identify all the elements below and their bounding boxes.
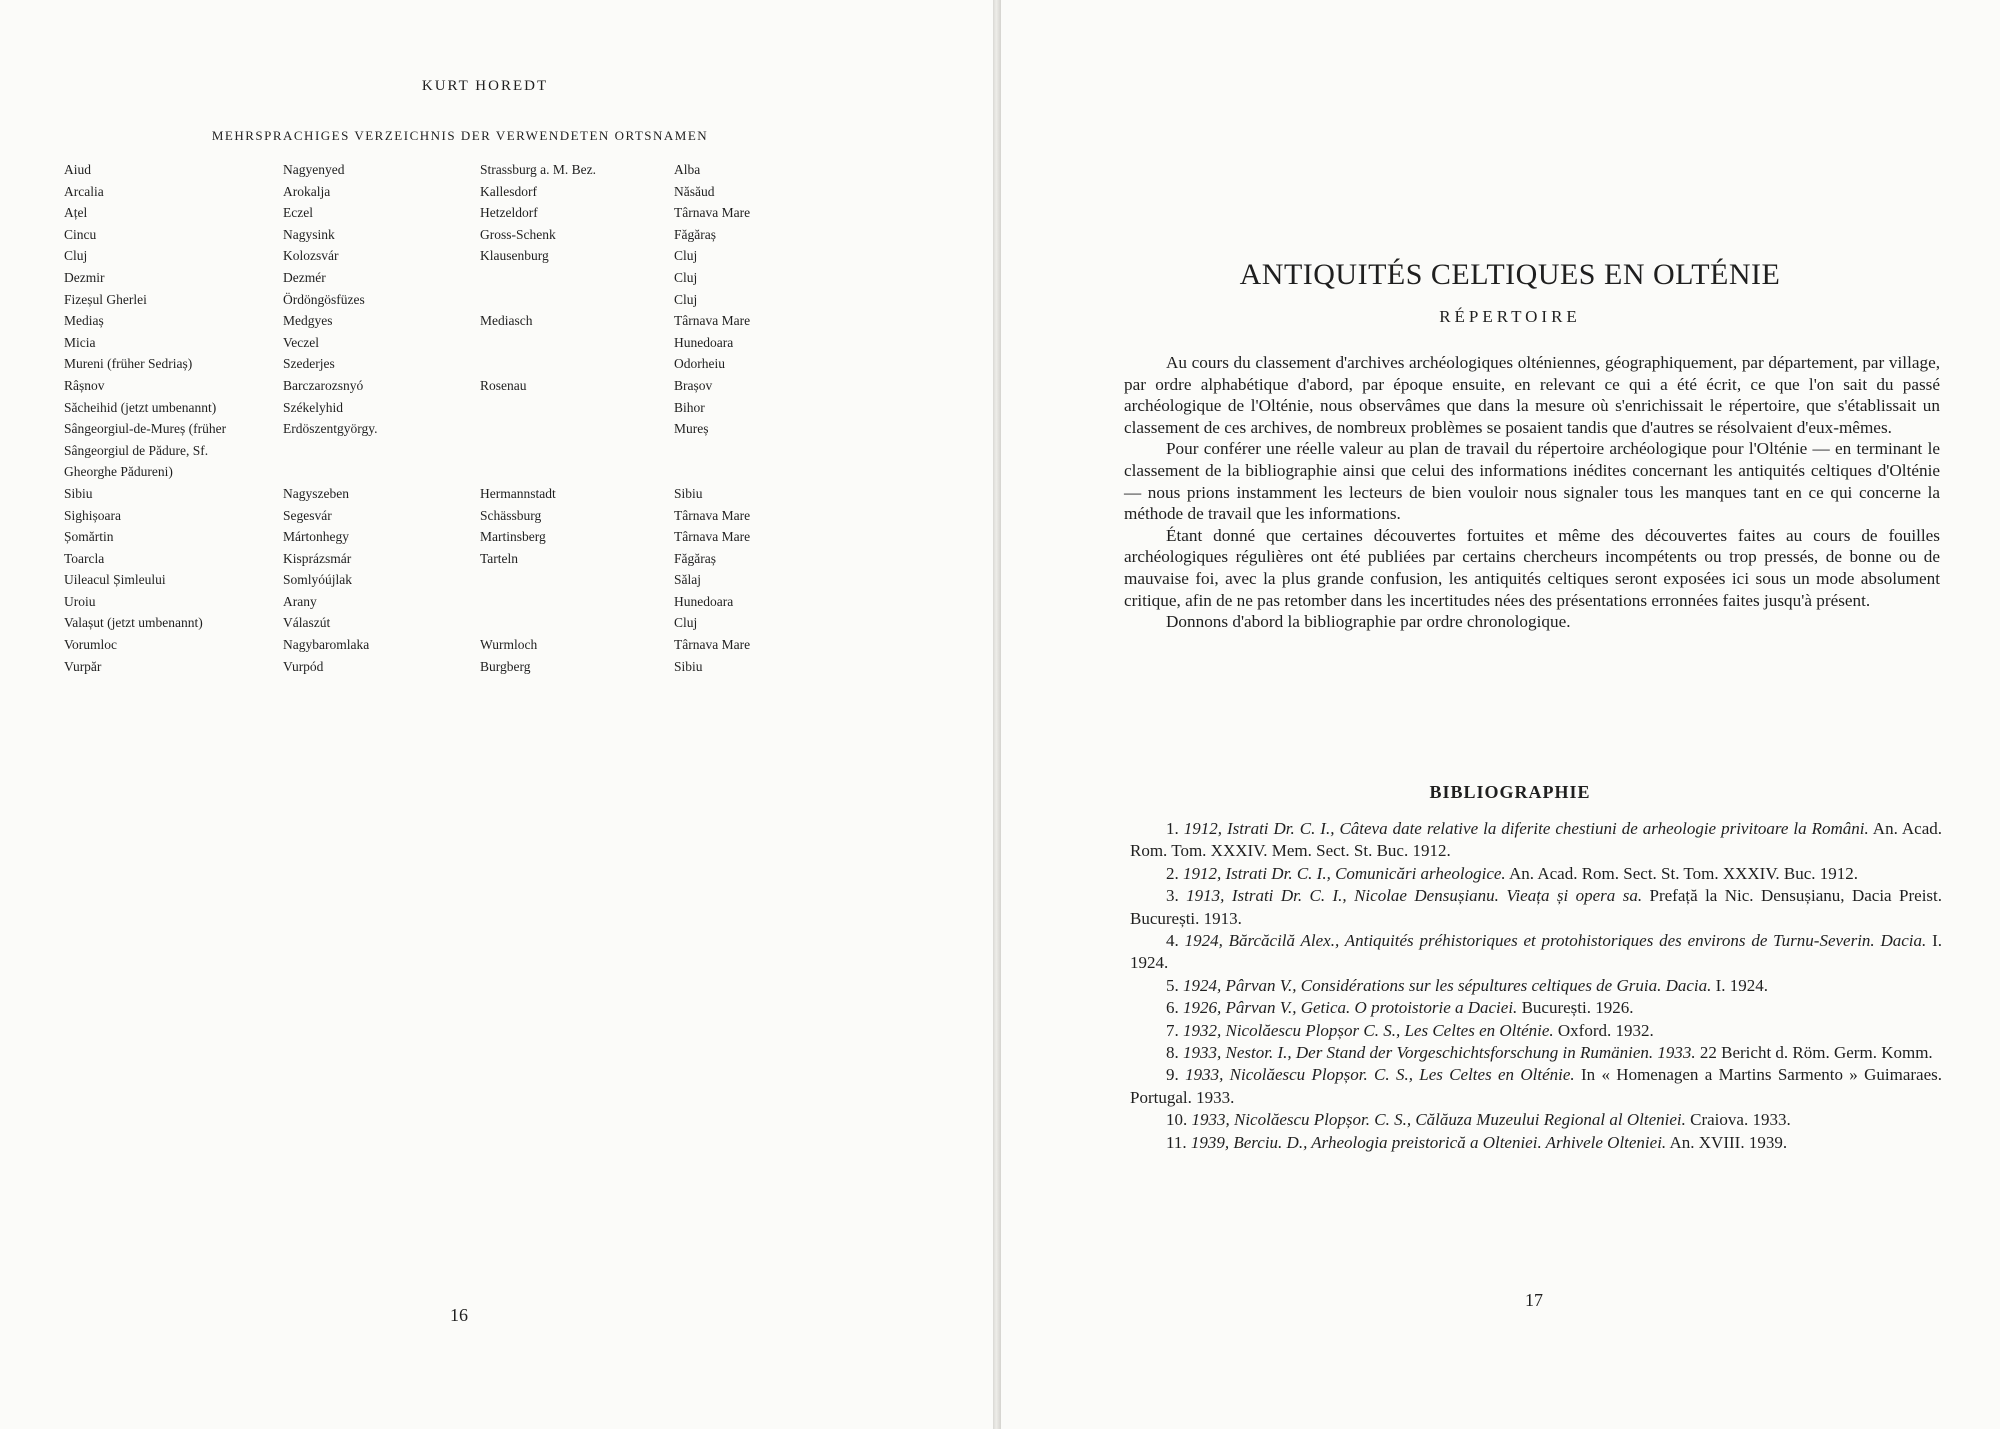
german-name: Hetzeldorf (480, 205, 538, 221)
page-number-left: 16 (450, 1305, 468, 1325)
county-name: Târnava Mare (674, 529, 751, 545)
hungarian-name: Barczarozsnyó (283, 377, 364, 393)
romanian-name: Sângeorgiul-de-Mureș (früher (64, 421, 227, 437)
county-name: Sălaj (674, 572, 701, 588)
article-title: ANTIQUITÉS CELTIQUES EN OLTÉNIE (1239, 258, 1781, 291)
county-name: Cluj (674, 269, 698, 285)
bibliography-entry (1130, 975, 1942, 997)
entry-number: 6. (1166, 998, 1183, 1018)
romanian-name: Dezmir (64, 269, 105, 285)
intro-paragraph: Pour conférer une réelle valeur au plan de travail du répertoire archéologique pour l'Olténie — en terminant le classement de la bibliographie ainsi que celui des informations inédites concernant les antiquités celtiques d'Olténie — nous prions instamment les lecteurs de bien vouloir nous signaler tous les manques tant en ce qui concerne la méthode de travail que les informations. (1124, 439, 1940, 524)
county-name: Cluj (674, 291, 698, 307)
hungarian-name: Székelyhid (283, 399, 343, 415)
hungarian-name: Ördöngösfüzes (283, 291, 365, 307)
book-gutter (993, 0, 1001, 1429)
romanian-name: Mureni (früher Sedriaș) (64, 356, 193, 372)
entry-number: 4. (1166, 931, 1185, 951)
intro-text (1124, 352, 1940, 633)
bibliography-entry (1130, 1109, 1942, 1131)
german-name: Mediasch (480, 313, 533, 329)
county-name: Sibiu (674, 658, 703, 674)
german-name: Burgberg (480, 658, 531, 674)
hungarian-name: Nagyenyed (283, 162, 345, 177)
hungarian-name: Mártonhegy (283, 529, 349, 545)
bibliography-entry (1130, 1132, 1942, 1154)
entry-citation: 1932, Nicolăescu Plopșor C. S., Les Celtes en Olténie. (1183, 1020, 1554, 1040)
romanian-name: Micia (64, 334, 96, 350)
hungarian-name: Kolozsvár (283, 248, 339, 264)
entry-citation: 1933, Nicolăescu Plopșor. C. S., Călăuza Muzeului Regional al Olteniei. (1191, 1110, 1686, 1130)
romanian-name: Valașut (jetzt umbenannt) (64, 615, 203, 631)
romanian-name: Sibiu (64, 485, 93, 501)
romanian-name: Șomărtin (64, 529, 114, 545)
county-name: Târnava Mare (674, 507, 751, 523)
bibliography-entry (1130, 997, 1942, 1019)
romanian-name: Aiud (64, 162, 91, 177)
hungarian-name: Válaszút (283, 615, 331, 631)
entry-number: 7. (1166, 1020, 1183, 1040)
intro-paragraph: Donnons d'abord la bibliographie par ordre chronologique. (1166, 612, 1571, 632)
hungarian-name: Vurpód (283, 658, 324, 674)
entry-citation: 1912, Istrati Dr. C. I., Comunicări arheologice. (1183, 863, 1506, 883)
entry-citation: 1913, Istrati Dr. C. I., Nicolae Densușianu. Vieața și opera sa. (1186, 886, 1643, 906)
county-name: Făgăraș (674, 226, 716, 242)
german-name: Kallesdorf (480, 183, 537, 199)
county-name: Făgăraș (674, 550, 716, 566)
left-page (0, 0, 993, 1429)
entry-publication: 22 Bericht d. Röm. Germ. Komm. (1695, 1043, 1933, 1063)
romanian-name: Uileacul Șimleului (64, 572, 166, 588)
county-name: Cluj (674, 248, 698, 264)
entry-publication: Craiova. 1933. (1685, 1110, 1791, 1130)
entry-number: 9. (1166, 1065, 1186, 1085)
bibliography-entry (1130, 863, 1942, 885)
bibliography-entry (1130, 1020, 1942, 1042)
german-name: Klausenburg (480, 248, 549, 264)
article-subtitle: RÉPERTOIRE (1439, 307, 1581, 326)
romanian-name: Uroiu (64, 593, 96, 609)
entry-number: 11. (1166, 1132, 1191, 1152)
romanian-name: Cluj (64, 248, 88, 264)
county-name: Alba (674, 162, 701, 177)
bibliography-heading: BIBLIOGRAPHIE (1429, 782, 1591, 802)
hungarian-name: Szederjes (283, 356, 335, 372)
entry-publication: Prefață la Nic. Densușianu, Dacia Preist. București. 1913. (1130, 886, 1943, 928)
county-name: Târnava Mare (674, 637, 751, 653)
right-page (1001, 0, 2000, 1429)
bibliography-entry (1130, 1042, 1942, 1064)
bibliography-entry (1130, 1064, 1942, 1109)
german-name: Hermannstadt (480, 485, 556, 501)
entry-publication: București. 1926. (1517, 998, 1634, 1018)
entry-publication: I. 1924. (1130, 931, 1943, 973)
romanian-name: Vurpăr (64, 658, 102, 674)
romanian-name: Cincu (64, 226, 97, 242)
bibliography-entry (1130, 818, 1942, 863)
place-name-list-title: MEHRSPRACHIGES VERZEICHNIS DER VERWENDETEN ORTSNAMEN (211, 128, 709, 143)
romanian-name: Săcheihid (jetzt umbenannt) (64, 399, 217, 415)
running-head: KURT HOREDT (421, 78, 549, 94)
german-name: Schässburg (480, 507, 542, 523)
county-name: Mureș (674, 421, 709, 437)
county-name: Târnava Mare (674, 313, 751, 329)
entry-citation: 1926, Pârvan V., Getica. O protoistorie a Daciei. (1183, 998, 1518, 1018)
entry-citation: 1933, Nicolăescu Plopșor. C. S., Les Celtes en Olténie. (1185, 1065, 1575, 1085)
entry-publication: In « Homenagen a Martins Sarmento » Guimaraes. Portugal. 1933. (1130, 1065, 1942, 1107)
bibliography-list (1130, 818, 1942, 1154)
hungarian-name: Somlyóújlak (283, 572, 353, 588)
german-name: Martinsberg (480, 529, 546, 545)
entry-citation: 1939, Berciu. D., Arheologia preistorică a Olteniei. Arhivele Olteniei. (1190, 1132, 1667, 1152)
entry-publication: Oxford. 1932. (1553, 1020, 1654, 1040)
page-number-right: 17 (1525, 1290, 1543, 1310)
county-name: Hunedoara (674, 593, 734, 609)
county-name: Năsăud (674, 183, 715, 199)
county-name: Brașov (674, 377, 713, 393)
romanian-name: Sighișoara (64, 507, 121, 523)
entry-number: 3. (1166, 886, 1187, 906)
bibliography-entry (1130, 885, 1942, 930)
county-name: Sibiu (674, 485, 703, 501)
romanian-name: Gheorghe Pădureni) (64, 464, 173, 480)
entry-publication: An. XVIII. 1939. (1666, 1132, 1788, 1152)
entry-number: 1. (1166, 819, 1184, 838)
entry-citation: 1924, Bărcăcilă Alex., Antiquités préhistoriques et protohistoriques des environs de Turnu-Severin. Dacia. (1184, 931, 1927, 951)
hungarian-name: Nagyszeben (283, 485, 349, 501)
romanian-name: Mediaș (64, 313, 104, 329)
german-name: Tarteln (480, 550, 519, 566)
romanian-name: Sângeorgiul de Pădure, Sf. (64, 442, 209, 458)
hungarian-name: Dezmér (283, 269, 326, 285)
romanian-name: Toarcla (64, 550, 105, 566)
romanian-name: Vorumloc (64, 637, 117, 653)
entry-number: 8. (1166, 1043, 1183, 1063)
entry-number: 10. (1166, 1110, 1192, 1130)
intro-paragraph: Au cours du classement d'archives archéologiques olténiennes, géographiquement, par département, par village, par ordre alphabétique d'abord, par époque ensuite, en relevant ce qui a été écrit, ce que l'on sait du passé archéologique de l'Olténie, nous observâmes que dans la mesure où s'enrichissait le répertoire, que s'établissait un classement de ces archives, de nombreux problèmes se posaient tandis que d'autres se résolvaient d'eux-mêmes. (1124, 353, 1940, 437)
bibliography-entry (1130, 930, 1942, 975)
entry-publication: I. 1924. (1711, 975, 1769, 995)
hungarian-name: Arokalja (283, 183, 331, 199)
romanian-name: Arcalia (64, 183, 104, 199)
hungarian-name: Medgyes (283, 313, 333, 329)
hungarian-name: Arany (283, 593, 317, 609)
german-name: Strassburg a. M. Bez. (480, 162, 596, 177)
hungarian-name: Veczel (283, 334, 319, 350)
entry-citation: 1912, Istrati Dr. C. I., Câteva date relative la diferite chestiuni de arheologie privitoare la Români. (1183, 819, 1869, 838)
entry-number: 2. (1166, 863, 1183, 883)
romanian-name: Fizeșul Gherlei (64, 291, 147, 307)
county-name: Odorheiu (674, 356, 725, 372)
hungarian-name: Nagybaromlaka (283, 637, 370, 653)
entry-publication: An. Acad. Rom. Sect. St. Tom. XXXIV. Buc. 1912. (1505, 863, 1859, 883)
county-name: Târnava Mare (674, 205, 751, 221)
county-name: Cluj (674, 615, 698, 631)
hungarian-name: Segesvár (283, 507, 332, 523)
romanian-name: Ațel (64, 205, 88, 221)
county-name: Bihor (674, 399, 705, 415)
entry-citation: 1924, Pârvan V., Considérations sur les sépultures celtiques de Gruia. Dacia. (1183, 975, 1712, 995)
hungarian-name: Nagysink (283, 226, 335, 242)
intro-paragraph: Étant donné que certaines découvertes fortuites et même des découvertes faites au cours de fouilles archéologiques régulières ont été publiées par certains chercheurs incompétents ou trop pressés, de bonne ou de mauvaise foi, avec la plus grande confusion, les antiquités celtiques seront exposées ici sous un mode absolument critique, afin de ne pas retomber dans les incertitudes nées des présentations erronnées faites jusqu'à présent. (1124, 525, 1940, 610)
hungarian-name: Kisprázsmár (283, 550, 352, 566)
entry-number: 5. (1166, 975, 1183, 995)
county-name: Hunedoara (674, 334, 734, 350)
hungarian-name: Eczel (283, 205, 313, 221)
entry-publication: An. Acad. Rom. Tom. XXXIV. Mem. Sect. St. Buc. 1912. (1130, 819, 1942, 861)
entry-citation: 1933, Nestor. I., Der Stand der Vorgeschichtsforschung in Rumänien. 1933. (1183, 1043, 1696, 1063)
hungarian-name: Erdöszentgyörgy. (283, 421, 378, 437)
german-name: Wurmloch (480, 637, 538, 653)
german-name: Rosenau (480, 377, 527, 393)
romanian-name: Râșnov (64, 377, 105, 393)
german-name: Gross-Schenk (480, 226, 556, 242)
